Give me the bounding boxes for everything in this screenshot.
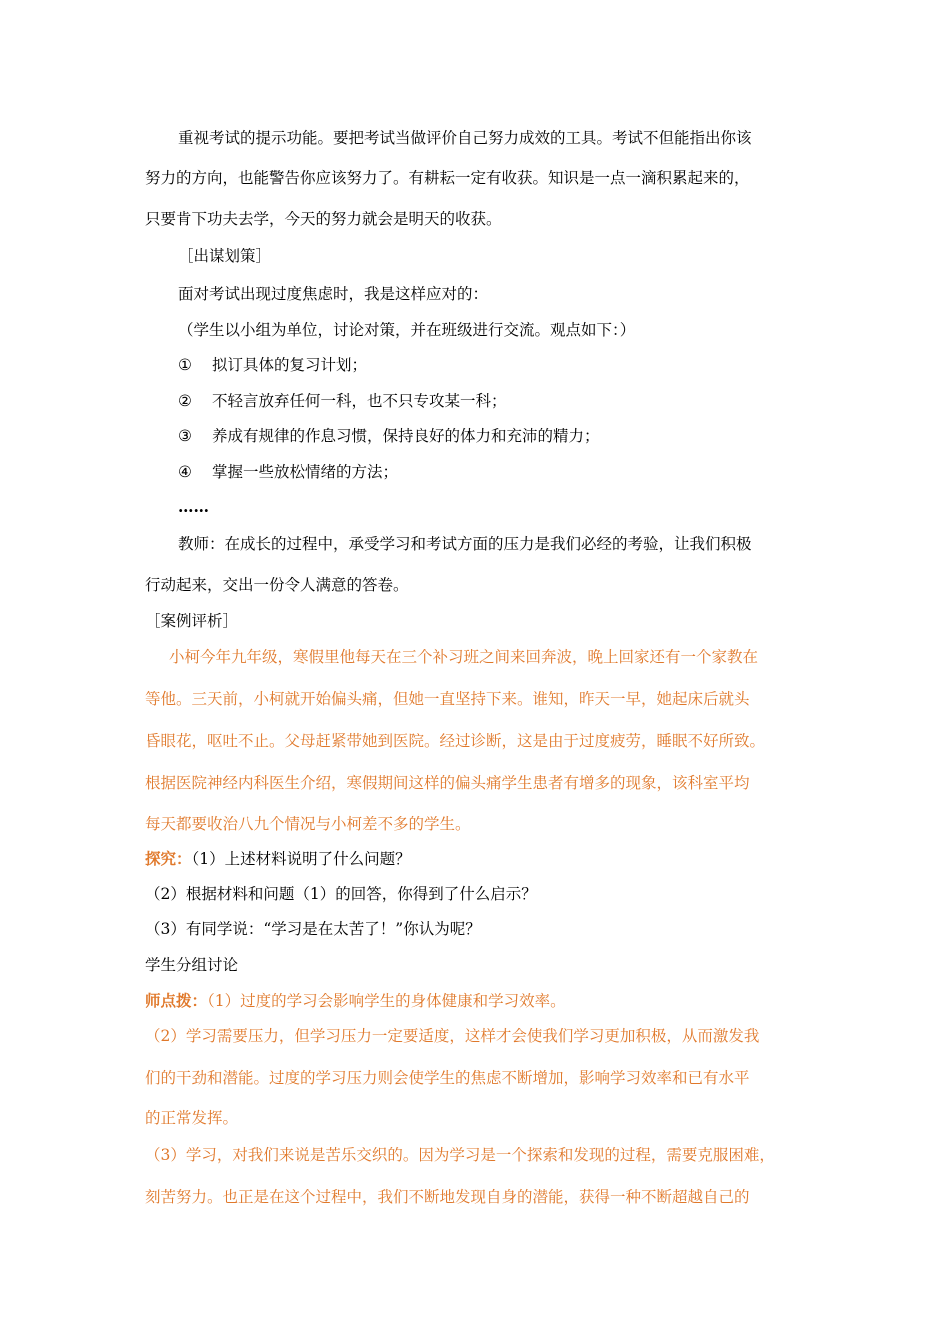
case-line-3: 昏眼花，呕吐不止。父母赶紧带她到医院。经过诊断，这是由于过度疲劳，睡眠不好所致。	[145, 732, 766, 750]
teacher-line-2: 行动起来，交出一份令人满意的答卷。	[145, 576, 409, 594]
explore-q1-line	[145, 849, 411, 869]
intro-line-1: 重视考试的提示功能。要把考试当做评价自己努力成效的工具。考试不但能指出你该	[178, 129, 752, 147]
guide-a2-line-2: 们的干劲和潜能。过度的学习压力则会使学生的焦虑不断增加，影响学习效率和已有水平	[145, 1069, 750, 1087]
intro-line-3: 只要肯下功夫去学，今天的努力就会是明天的收获。	[145, 210, 502, 228]
strategy-heading: ［出谋划策］	[178, 247, 272, 265]
strategy-item	[178, 391, 507, 411]
strategy-ellipsis: ……	[178, 497, 209, 516]
item-text: 养成有规律的作息习惯，保持良好的体力和充沛的精力；	[212, 427, 600, 445]
guide-label: 师点拨：	[145, 991, 208, 1010]
strategy-prompt: 面对考试出现过度焦虑时，我是这样应对的：	[178, 285, 489, 303]
explore-q3: （3）有同学说：“学习是在太苦了！”你认为呢？	[145, 920, 481, 938]
guide-a2-line-1: （2）学习需要压力，但学习压力一定要适度，这样才会使我们学习更加积极，从而激发我	[145, 1027, 760, 1045]
guide-a1-line	[145, 991, 566, 1011]
explore-label: 探究：	[145, 849, 192, 868]
case-line-4: 根据医院神经内科医生介绍，寒假期间这样的偏头痛学生患者有增多的现象，该科室平均	[145, 774, 750, 792]
item-number: ④	[178, 463, 192, 481]
strategy-item	[178, 355, 367, 375]
item-text: 不轻言放弃任何一科，也不只专攻某一科；	[212, 392, 507, 410]
case-line-2: 等他。三天前，小柯就开始偏头痛，但她一直坚持下来。谁知，昨天一早，她起床后就头	[145, 690, 750, 708]
case-heading: ［案例评析］	[145, 612, 239, 630]
item-number: ③	[178, 427, 192, 445]
explore-q1: （1）上述材料说明了什么问题？	[191, 850, 411, 868]
discussion-note: 学生分组讨论	[145, 956, 239, 974]
case-line-5: 每天都要收治八九个情况与小柯差不多的学生。	[145, 815, 471, 833]
item-text: 掌握一些放松情绪的方法；	[212, 463, 399, 481]
strategy-item	[178, 426, 600, 446]
strategy-item	[178, 462, 398, 482]
guide-a3-line-1: （3）学习，对我们来说是苦乐交织的。因为学习是一个探索和发现的过程，需要克服困难，	[145, 1146, 775, 1164]
case-line-1: 小柯今年九年级，寒假里他每天在三个补习班之间来回奔波，晚上回家还有一个家教在	[169, 648, 759, 666]
item-text: 拟订具体的复习计划；	[212, 356, 368, 374]
item-number: ①	[178, 356, 192, 374]
guide-a1: （1）过度的学习会影响学生的身体健康和学习效率。	[207, 992, 566, 1010]
explore-q2: （2）根据材料和问题（1）的回答，你得到了什么启示？	[145, 885, 537, 903]
strategy-note: （学生以小组为单位，讨论对策，并在班级进行交流。观点如下：）	[178, 321, 636, 339]
guide-a2-line-3: 的正常发挥。	[145, 1109, 239, 1127]
guide-a3-line-2: 刻苦努力。也正是在这个过程中，我们不断地发现自身的潜能，获得一种不断超越自己的	[145, 1188, 750, 1206]
teacher-line-1: 教师：在成长的过程中，承受学习和考试方面的压力是我们必经的考验，让我们积极	[178, 535, 752, 553]
item-number: ②	[178, 392, 192, 410]
intro-line-2: 努力的方向，也能警告你应该努力了。有耕耘一定有收获。知识是一点一滴积累起来的，	[145, 169, 750, 187]
